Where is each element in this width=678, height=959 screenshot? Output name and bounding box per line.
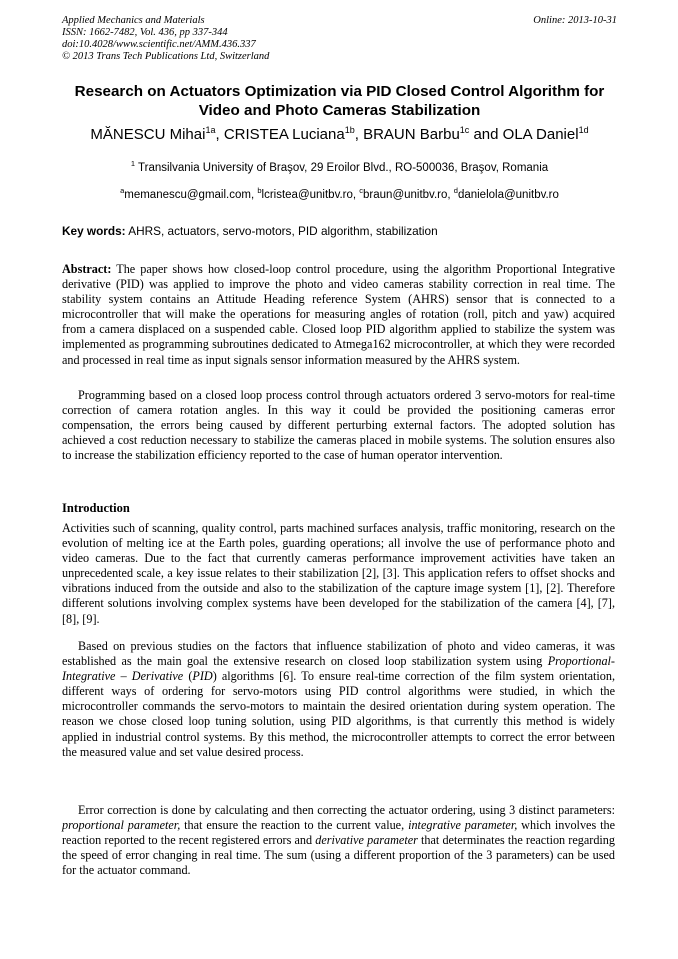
email-mark: a (120, 186, 125, 196)
text-run: ) algorithms [6]. To ensure real-time correction of the film system orientation, different ways of ordering for servo-motors using PID control algorithms were studied, in which the microcontroller commands the servo-motors to maintain the desired orientation during system operation. The reason we chose closed loop tuning solution, using PID algorithms, is that currently this method is widely applied in industrial control systems. By this method, the microcontroller attempts to correct the error between the measured value and set value desired process. (62, 669, 616, 759)
copyright-line: © 2013 Trans Tech Publications Ltd, Switzerland (62, 51, 270, 62)
author-separator: , (215, 126, 224, 143)
text-run: ( (183, 669, 193, 684)
introduction-paragraph (62, 803, 615, 878)
email-mark: b (257, 186, 262, 196)
journal-name: Applied Mechanics and Materials (62, 15, 205, 26)
text-run: which involves the reaction reported to the recent registered errors and (62, 818, 615, 848)
author-affiliation-mark: 1c (459, 125, 470, 135)
text-run: that determinates the reaction regarding the speed of error changing in real time. The sum (using a different proportion of the 3 parameters) can be used for the actuator command. (62, 833, 615, 878)
author-name: OLA Daniel (502, 126, 579, 143)
affiliation (62, 161, 617, 175)
section-heading-introduction: Introduction (62, 501, 130, 515)
journal-header (62, 15, 617, 63)
author-name: BRAUN Barbu (363, 126, 460, 143)
text-run: Error correction is done by calculating and then correcting the actuator ordering, using 3 distinct parameters: (78, 803, 615, 817)
italic-term: PID (192, 669, 213, 684)
author-name: CRISTEA Luciana (223, 126, 345, 143)
italic-term: derivative parameter (315, 833, 418, 848)
italic-term: Proportional-Integrative – Derivative (62, 654, 615, 684)
email-mark: d (453, 186, 458, 196)
email-separator: , (352, 189, 360, 201)
italic-term: proportional parameter, (62, 818, 181, 833)
online-date: Online: 2013-10-31 (533, 15, 617, 26)
affiliation-mark: 1 (130, 159, 136, 169)
author-separator: and (469, 126, 503, 143)
email-separator: , (447, 189, 454, 201)
introduction-paragraph: Activities such of scanning, quality control, parts machined surfaces analysis, traffic monitoring, research on the evolution of melting ice at the Earth poles, guarding operations; all involve the use of performance photo and video cameras. Due to the fact that currently cameras performance improvement activities have taken an unprecedented scale, a key issue relates to their stabilization [2], [3]. This application refers to offset shocks and vibrations induced from the outside and also to the stabilization of the capture image system [1], [2]. Therefore different solutions involving complex systems have been developed for the stabilization of the camera [4], [7], [8], [9]. (62, 521, 615, 626)
italic-term: integrative parameter, (408, 818, 518, 833)
doi-line: doi:10.4028/www.scientific.net/AMM.436.337 (62, 39, 256, 50)
author-list (62, 126, 617, 144)
abstract-paragraph: Programming based on a closed loop process control through actuators ordered 3 servo-motors for real-time correction of camera rotation angles. In this way it could be provided the positioning cameras error compensation, the errors being caused by different perturbing external factors. The adopted solution has achieved a cost reduction necessary to stabilize the cameras placed in mobile systems. The solution ensures also to increase the stabilization efficiency reported to the case of human operator intervention. (62, 388, 615, 463)
abstract-text: The paper shows how closed-loop control procedure, using the algorithm Proportional Integrative derivative (PID) was applied to improve the photo and video cameras stability correction in real time. The stability system contains an Attitude Heading reference System (AHRS) sensor that is connected to a microcontroller that will make the operations for measuring angles of rotation (roll, pitch and yaw) acquired from a camera displaced on a suspended cable. Closed loop PID algorithm applied to stabilize the system was implemented as programming subroutines dedicated to Atmega162 microcontroller, at which they were recorded and processed in real time as input signals sensor information measured by the AHRS system. (62, 262, 615, 367)
affiliation-text: Transilvania University of Braşov, 29 Eroilor Blvd., RO-500036, Braşov, Romania (135, 162, 549, 174)
keywords-line (62, 224, 617, 238)
author-separator: , (354, 126, 364, 143)
email-address: danielola@unitbv.ro (457, 189, 559, 201)
keywords-label: Key words: (62, 224, 126, 238)
text-run: that ensure the reaction to the current value, (180, 818, 409, 833)
abstract-paragraph (62, 262, 615, 368)
author-affiliation-mark: 1d (578, 125, 589, 135)
issn-line: ISSN: 1662-7482, Vol. 436, pp 337-344 (62, 27, 228, 38)
paper-title: Research on Actuators Optimization via PID Closed Control Algorithm for Video and Photo Cameras Stabilization (74, 83, 605, 119)
email-address: lcristea@unitbv.ro (261, 189, 353, 201)
keywords-text: AHRS, actuators, servo-motors, PID algorithm, stabilization (125, 224, 438, 238)
author-name: MĂNESCU Mihai (90, 126, 206, 143)
email-separator: , (250, 189, 258, 201)
author-affiliation-mark: 1a (205, 125, 216, 135)
email-address: memanescu@gmail.com (124, 189, 251, 201)
email-list (62, 188, 617, 202)
email-address: braun@unitbv.ro (363, 189, 448, 201)
email-mark: c (359, 186, 364, 196)
text-run: Based on previous studies on the factors that influence stabilization of photo and video cameras, it was established as the main goal the extensive research on closed loop stabilization system using (62, 639, 615, 669)
abstract-label: Abstract: (62, 262, 112, 276)
author-affiliation-mark: 1b (344, 125, 355, 135)
introduction-paragraph (62, 639, 615, 760)
